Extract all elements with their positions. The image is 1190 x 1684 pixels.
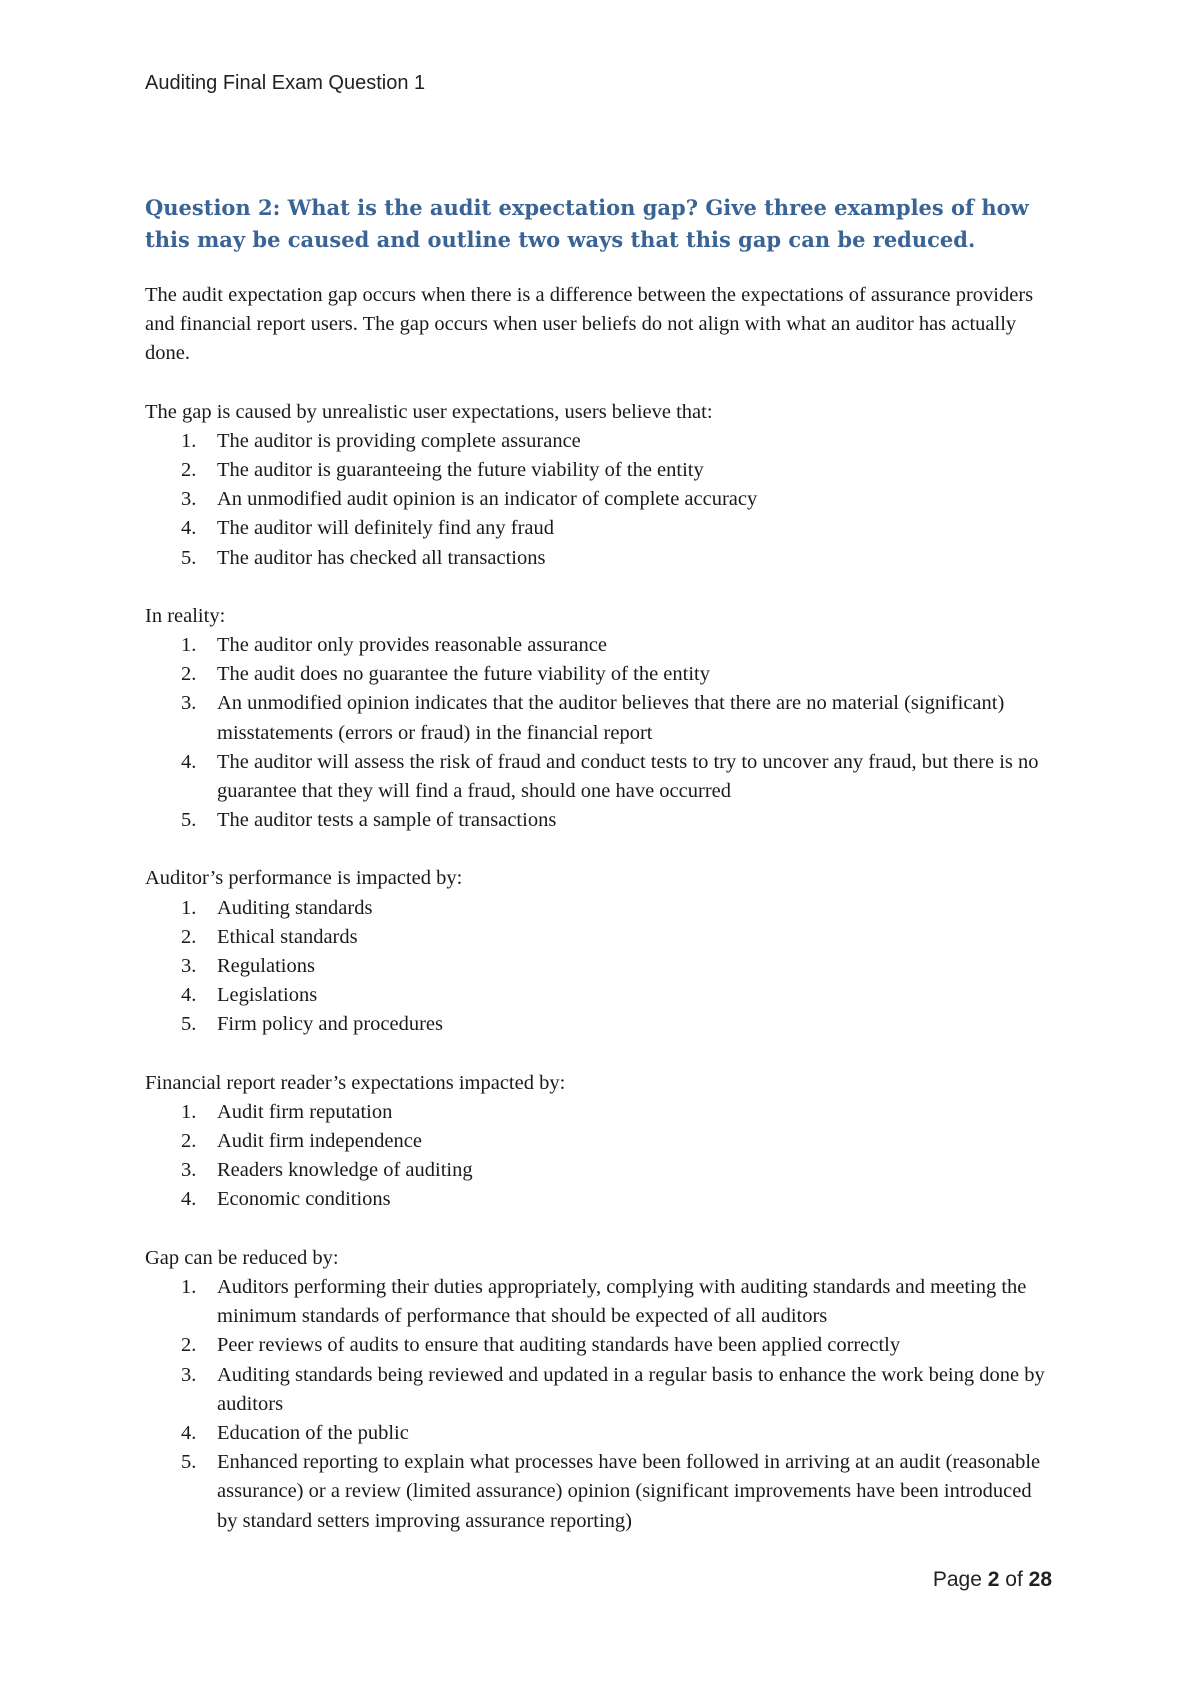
list-section (145, 864, 1045, 1039)
list-item-number: 3. (181, 1363, 197, 1386)
list-item-text: Audit firm reputation (217, 1100, 393, 1123)
numbered-list (145, 427, 1045, 573)
list-item (145, 631, 1045, 660)
list-item-text: Readers knowledge of auditing (217, 1159, 473, 1182)
section-intro: Financial report reader’s expectations impacted by: (145, 1071, 566, 1094)
list-item-number: 5. (181, 1013, 197, 1036)
list-item-number: 1. (181, 896, 197, 919)
list-item-number: 4. (181, 1188, 197, 1211)
list-item (145, 689, 1045, 747)
list-item-text: Audit firm independence (217, 1130, 422, 1153)
list-item-text: The auditor is providing complete assurance (217, 429, 581, 452)
list-item-number: 5. (181, 546, 197, 569)
list-section (145, 602, 1045, 836)
list-item-number: 1. (181, 1275, 197, 1298)
section-intro: Auditor’s performance is impacted by: (145, 867, 463, 890)
list-item-number: 4. (181, 517, 197, 540)
list-item-number: 1. (181, 1100, 197, 1123)
list-item-text: Enhanced reporting to explain what processes have been followed in arriving at an audit (reasonable assurance) or a review (limited assurance) opinion (significant improvements have been introduced by standard setters improving assurance reporting) (217, 1451, 1041, 1532)
list-item (145, 748, 1045, 806)
list-section (145, 1069, 1045, 1215)
list-item-text: An unmodified opinion indicates that the auditor believes that there are no material (significant) misstatements (errors or fraud) in the financial report (217, 692, 1005, 744)
list-item-number: 1. (181, 429, 197, 452)
list-item (145, 894, 1045, 923)
list-item-text: The auditor has checked all transactions (217, 546, 546, 569)
list-item (145, 544, 1045, 573)
list-item-text: The audit does no guarantee the future viability of the entity (217, 663, 710, 686)
list-item (145, 1273, 1045, 1331)
list-item-number: 2. (181, 459, 197, 482)
list-item-text: Auditing standards (217, 896, 373, 919)
list-item-number: 3. (181, 488, 197, 511)
list-item (145, 514, 1045, 543)
list-item-text: Auditing standards being reviewed and updated in a regular basis to enhance the work being done by auditors (217, 1363, 1045, 1415)
section-intro: In reality: (145, 604, 226, 627)
numbered-list (145, 894, 1045, 1040)
list-item-text: Ethical standards (217, 925, 358, 948)
list-item-number: 2. (181, 925, 197, 948)
list-item (145, 952, 1045, 981)
list-item (145, 1448, 1045, 1536)
list-item-number: 2. (181, 1130, 197, 1153)
list-item-number: 5. (181, 1451, 197, 1474)
list-item-text: Regulations (217, 955, 315, 978)
list-item-text: Firm policy and procedures (217, 1013, 444, 1036)
list-item (145, 923, 1045, 952)
current-page-number: 2 (987, 1568, 1000, 1591)
sections-container (145, 398, 1045, 1536)
list-item-number: 4. (181, 1421, 197, 1444)
question-heading: Question 2: What is the audit expectation gap? Give three examples of how this may be caused and outline two ways that this gap can be reduced. (145, 195, 1029, 252)
page-number-footer (933, 1568, 1052, 1592)
list-item (145, 427, 1045, 456)
list-item-text: The auditor only provides reasonable assurance (217, 634, 607, 657)
list-item-text: Peer reviews of audits to ensure that auditing standards have been applied correctly (217, 1334, 901, 1357)
list-item-number: 2. (181, 663, 197, 686)
list-item-number: 4. (181, 750, 197, 773)
list-item-text: The auditor will assess the risk of fraud and conduct tests to try to uncover any fraud, but there is no guarantee that they will find a fraud, should one have occurred (217, 750, 1039, 803)
list-item (145, 1156, 1045, 1185)
list-item-text: Legislations (217, 984, 318, 1007)
list-item (145, 1331, 1045, 1360)
list-item-text: The auditor will definitely find any fraud (217, 517, 555, 540)
list-section (145, 398, 1045, 573)
numbered-list (145, 1098, 1045, 1215)
of-label: of (1005, 1568, 1023, 1591)
list-item-number: 4. (181, 984, 197, 1007)
list-item-number: 2. (181, 1334, 197, 1357)
document-body (145, 192, 1045, 1565)
list-item-text: Auditors performing their duties appropriately, complying with auditing standards and meeting the minimum standards of performance that should be expected of all auditors (217, 1275, 1027, 1328)
list-item-text: The auditor tests a sample of transactions (217, 809, 557, 832)
list-item-number: 1. (181, 634, 197, 657)
section-intro: Gap can be reduced by: (145, 1246, 339, 1269)
list-item (145, 1127, 1045, 1156)
list-item (145, 1361, 1045, 1419)
section-intro: The gap is caused by unrealistic user expectations, users believe that: (145, 400, 713, 423)
list-item (145, 981, 1045, 1010)
list-item (145, 660, 1045, 689)
list-item (145, 1010, 1045, 1039)
list-item-number: 3. (181, 692, 197, 715)
list-item (145, 1185, 1045, 1214)
list-item-text: Education of the public (217, 1421, 409, 1444)
list-item (145, 1419, 1045, 1448)
numbered-list (145, 631, 1045, 835)
list-section (145, 1244, 1045, 1536)
list-item-number: 3. (181, 1159, 197, 1182)
page-label: Page (932, 1568, 982, 1591)
running-header: Auditing Final Exam Question 1 (145, 72, 426, 94)
list-item-text: Economic conditions (217, 1188, 391, 1211)
list-item-number: 5. (181, 809, 197, 832)
list-item-number: 3. (181, 955, 197, 978)
list-item-text: An unmodified audit opinion is an indicator of complete accuracy (217, 488, 758, 511)
intro-paragraph: The audit expectation gap occurs when there is a difference between the expectations of assurance providers and financial report users. The gap occurs when user beliefs do not align with what an auditor has actually done. (145, 284, 1034, 365)
list-item (145, 1098, 1045, 1127)
list-item-text: The auditor is guaranteeing the future viability of the entity (217, 459, 704, 482)
total-pages-number: 28 (1028, 1568, 1052, 1591)
list-item (145, 806, 1045, 835)
list-item (145, 456, 1045, 485)
numbered-list (145, 1273, 1045, 1536)
list-item (145, 485, 1045, 514)
